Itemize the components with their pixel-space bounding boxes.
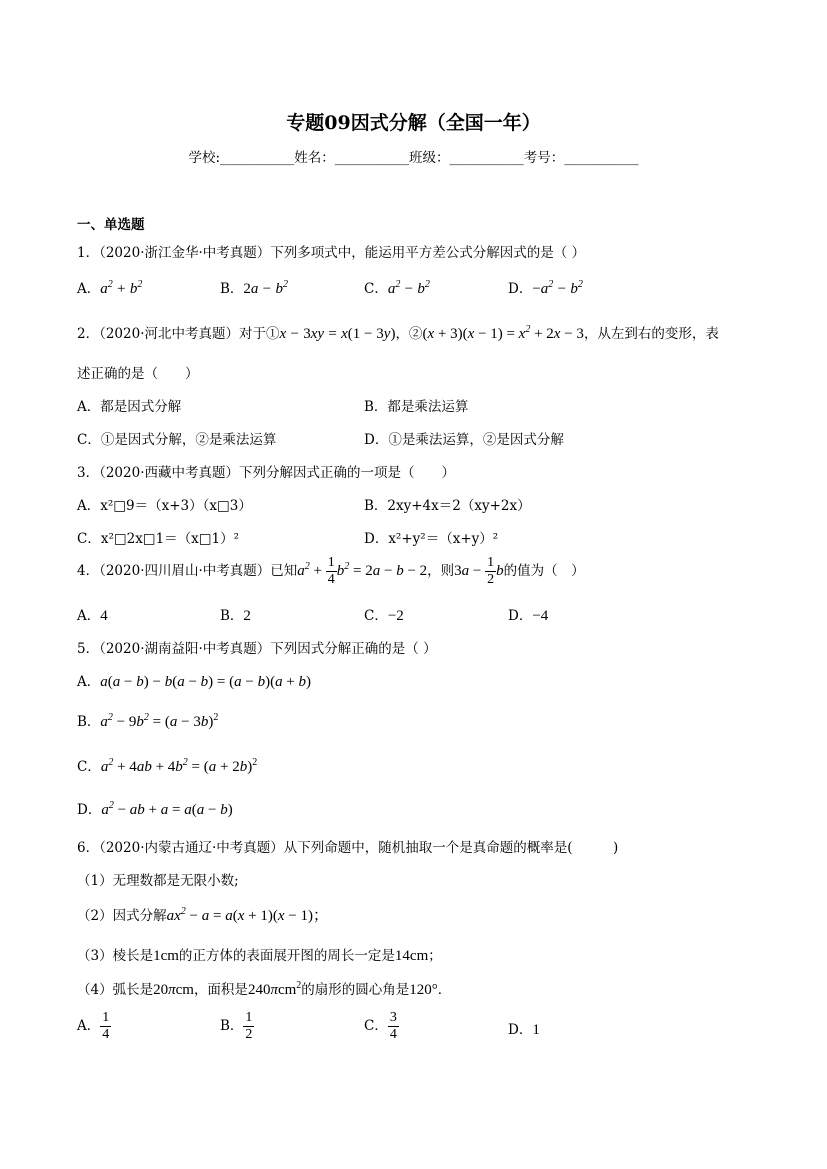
q2-option-d[interactable]: D．①是乘法运算，②是因式分解: [364, 432, 564, 448]
q3-option-d[interactable]: D．x²+y²＝（x+y）²: [364, 531, 499, 547]
q5-option-a[interactable]: A．a(a − b) − b(a − b) = (a − b)(a + b): [77, 674, 312, 690]
q6-proposition-1: （1）无理数都是无限小数;: [77, 873, 239, 889]
q6-option-c[interactable]: C． $\frac{3}{4}$: [364, 1010, 397, 1042]
q6-proposition-2: （2）因式分解$ax^2 - a = a(x + 1)(x - 1)$；: [77, 906, 328, 924]
student-info-line: 学校:___________姓名：___________班级：___________考号：___________: [188, 150, 639, 166]
q4-option-c[interactable]: C．−2: [364, 608, 404, 624]
q1-option-c[interactable]: C．$a^2 - b^2$: [364, 279, 430, 297]
q5-option-c[interactable]: C．$a^2 + 4ab + 4b^2 = (a + 2b)^2$: [77, 757, 258, 775]
q5-option-b[interactable]: B．$a^2 - 9b^2 = (a - 3b)^2$: [77, 712, 219, 730]
question-1-stem: 1．（2020·浙江金华·中考真题）下列多项式中，能运用平方差公式分解因式的是（ ）: [77, 245, 586, 261]
q3-option-a[interactable]: A．x²□9＝（x+3）（x□3）: [77, 498, 252, 514]
q6-proposition-3: （3）棱长是1cm的正方体的表面展开图的周长一定是14cm；: [77, 948, 442, 964]
q1-option-b[interactable]: B．$2a - b^2$: [220, 279, 288, 297]
question-3-stem: 3．（2020·西藏中考真题）下列分解因式正确的一项是（ ）: [77, 465, 455, 481]
q1-option-d[interactable]: D．$-a^2 - b^2$: [508, 279, 583, 297]
question-4-stem: 4．（2020·四川眉山·中考真题）已知$a^2$ + $\frac{1}{4}$ $b^2 = 2a - b - 2$，则3a − $\frac{1}{2}$ b的值为（ ）: [77, 555, 585, 587]
q6-option-b[interactable]: B． $\frac{1}{2}$: [220, 1010, 253, 1042]
q4-option-b[interactable]: B．2: [220, 608, 251, 624]
q4-option-d[interactable]: D．−4: [508, 608, 549, 624]
q1-option-a[interactable]: A．$a^2 + b^2$: [77, 279, 143, 297]
q6-proposition-4: （4）弧长是20πcm，面积是240πcm$^2$的扇形的圆心角是120°．: [77, 980, 452, 998]
q2-option-b[interactable]: B．都是乘法运算: [364, 399, 469, 415]
question-2-stem-line2: 述正确的是（ ）: [77, 366, 199, 382]
q3-option-c[interactable]: C．x²□2x□1＝（x□1）²: [77, 531, 240, 547]
q4-option-a[interactable]: A．4: [77, 608, 108, 624]
section-heading: 一、单选题: [77, 217, 145, 233]
q5-option-d[interactable]: D．$a^2$ − ab + a = a(a − b): [77, 800, 233, 818]
q2-option-c[interactable]: C．①是因式分解，②是乘法运算: [77, 432, 277, 448]
page-title: 专题09因式分解（全国一年）: [286, 112, 541, 134]
q2-option-a[interactable]: A．都是因式分解: [77, 399, 182, 415]
question-2-stem: 2．（2020·河北中考真题）对于①x − 3xy = x(1 − 3y)，②(x + $3)(x - 1) = x^2 + 2x - 3$，从左到右的变形，表: [77, 324, 719, 342]
q6-option-d[interactable]: D．1: [508, 1022, 540, 1038]
question-6-stem: 6．（2020·内蒙古通辽·中考真题）从下列命题中，随机抽取一个是真命题的概率是( ): [77, 840, 619, 856]
q3-option-b[interactable]: B．2xy+4x＝2（xy+2x）: [364, 498, 531, 514]
question-5-stem: 5．（2020·湖南益阳·中考真题）下列因式分解正确的是（ ）: [77, 641, 437, 657]
q6-option-a[interactable]: A． $\frac{1}{4}$: [77, 1010, 110, 1042]
